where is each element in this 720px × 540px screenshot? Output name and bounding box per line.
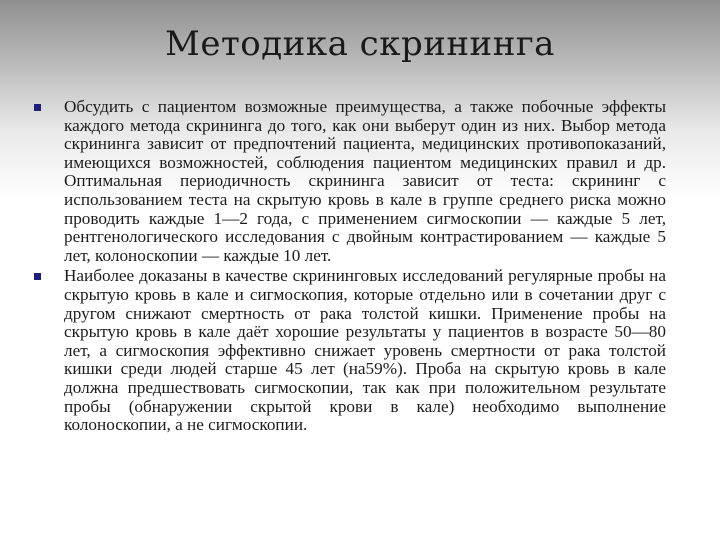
square-bullet-icon (34, 104, 41, 111)
slide-title: Методика скрининга (165, 24, 555, 64)
square-bullet-icon (34, 273, 41, 280)
bullet-text: Наиболее доказаны в качестве скрининговых исследований регулярные пробы на скрытую кровь в кале и сигмоскопия, которые отдельно или в сочетании друг с другом снижают смертность от рака толстой кишки. Применение пробы на скрытую кровь в кале даёт хорошие результаты у пациентов в возрасте 50—80 лет, а сигмоскопия эффективно снижает уровень смертности от рака толстой кишки среди людей старше 45 лет (на59%). Проба на скрытую кровь в кале должна предшествовать сигмоскопии, так как при положительном результате пробы (обнаружении скрытой крови в кале) необходимо выполнение колоноскопии, а не сигмоскопии. (64, 266, 666, 435)
bullet-text: Обсудить с пациентом возможные преимущества, а также побочные эффекты каждого метода скрининга до того, как они выберут один из них. Выбор метода скрининга зависит от предпочтений пациента, медицинских противопоказаний, имеющихся возможностей, соблюдения пациентом медицинских правил и др. Оптимальная периодичность скрининга зависит от теста: скрининг с использованием теста на скрытую кровь в кале в группе среднего риска можно проводить каждые 1—2 года, с применением сигмоскопии — каждые 5 лет, рентгенологического исследования с двойным контрастированием — каждые 5 лет, колоноскопии — каждые 10 лет. (64, 97, 666, 265)
bullet-item-proven-methods (34, 267, 666, 434)
bullet-list (34, 98, 666, 437)
bullet-item-screening-choice (34, 98, 666, 265)
